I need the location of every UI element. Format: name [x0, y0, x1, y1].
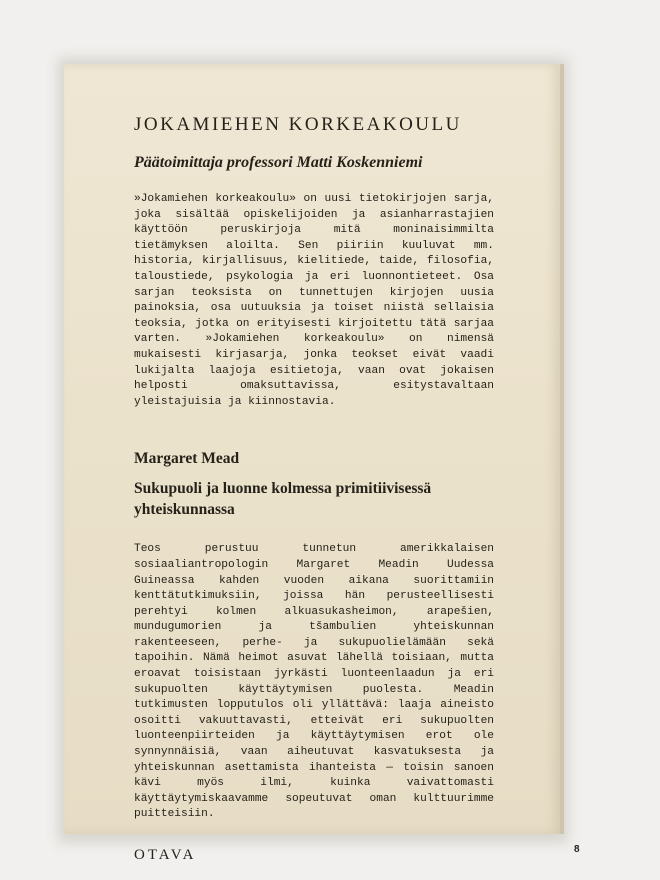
book-description: Teos perustuu tunnetun amerikkalaisen sosiaaliantropologin Margaret Meadin Uudessa Guineassa kahden vuoden aikana suorittamiin kenttätutkimuksiin, joissa hän perusteellisesti perehtyi kolmen alkuasukasheimon, arapešien, mundugumorien ja tšambulien yhteiskunnan rakenteeseen, perhe- ja sukupuolielämään sekä tapoihin. Nämä heimot asuvat lähellä toisiaan, mutta eroavat toisistaan jyrkästi luonteenlaadun ja eri sukupuolten käyttäytymisen puolesta. Meadin tutkimusten lopputulos oli yllättävä: laaja aineisto osoitti vakuuttavasti, etteivät eri sukupuolten luonteenpiirteiden ja käyttäytymisen erot ole synnynnäisiä, vaan aiheutuvat kasvatuksesta ja yhteiskunnan asettamista ihanteista — toisin sanoen kävi myös ilmi, kuinka vaivattomasti käyttäytymiskaavamme sopeutuvat oman kulttuurimme puitteisiin.	[134, 543, 494, 821]
series-description: »Jokamiehen korkeakoulu» on uusi tietokirjojen sarja, joka sisältää opiskelijoiden ja asianharrastajien käyttöön peruskirjoja mitä moninaisimmilta tietämyksen aloilta. Sen piiriin kuuluvat mm. historia, kirjallisuus, kielitiede, taide, filosofia, taloustiede, psykologia ja eri luonnontieteet. Osa sarjan teoksista on tunnettujen kirjojen uusia painoksia, osa uutuuksia ja toiset niistä sellaisia teoksia, jotka on erityisesti kirjoitettu tätä sarjaa varten. »Jokamiehen korkeakoulu» on nimensä mukaisesti kirjasarja, jonka teokset eivät vaadi lukijalta laajoja esitietoja, vaan ovat jokaisen helposti omaksuttavissa, esitystavaltaan yleistajuisia ja kiinnostavia.	[134, 193, 494, 408]
editor-line: Päätoimittaja professori Matti Koskenniemi	[134, 154, 423, 171]
series-title: JOKAMIEHEN KORKEAKOULU	[134, 114, 462, 135]
author-name: Margaret Mead	[134, 450, 240, 468]
book-back-cover	[64, 64, 580, 863]
publisher-name: OTAVA	[134, 847, 197, 863]
page-number: 8	[574, 844, 580, 855]
cover-text	[134, 114, 494, 864]
book-title: Sukupuoli ja luonne kolmessa primitiivisessä yhteiskunnassa	[134, 480, 432, 519]
